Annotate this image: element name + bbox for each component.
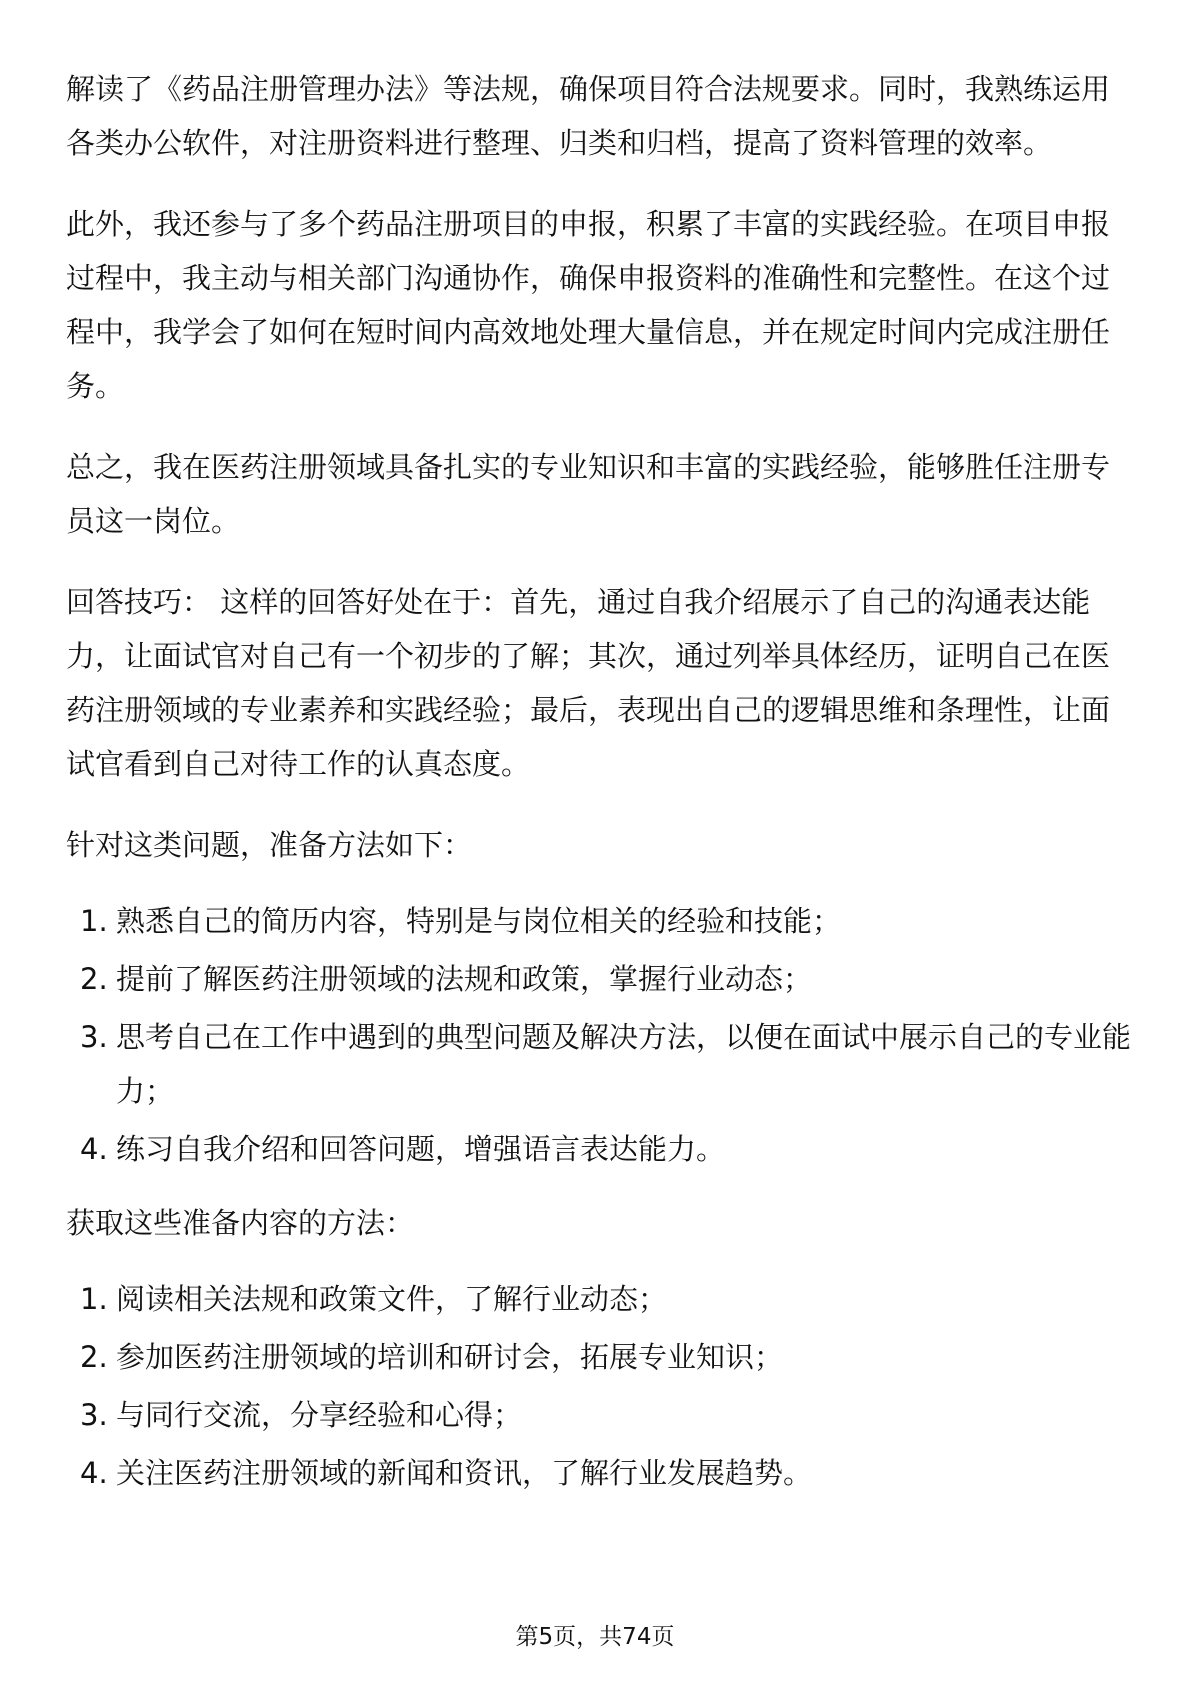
list-number: 3. [80, 1020, 108, 1054]
list-number: 4. [80, 1456, 108, 1490]
list-item [66, 1330, 1136, 1384]
list-number: 2. [80, 962, 108, 996]
prep-list [66, 894, 1136, 1176]
page-number-footer: 第5页，共74页 [515, 1624, 675, 1650]
source-list [66, 1272, 1136, 1500]
list-text: 思考自己在工作中遇到的典型问题及解决方法，以便在面试中展示自己的专业能力； [116, 1020, 1132, 1108]
list-text: 参加医药注册领域的培训和研讨会，拓展专业知识； [116, 1340, 784, 1374]
list-item [66, 1446, 1136, 1500]
list-number: 1. [80, 904, 108, 938]
list-number: 4. [80, 1132, 108, 1166]
document-body [66, 62, 1136, 1520]
list-text: 提前了解医药注册领域的法规和政策，掌握行业动态； [116, 962, 813, 996]
list-item [66, 952, 1136, 1006]
list-number: 1. [80, 1282, 108, 1316]
paragraph-answer-tips: 回答技巧： 这样的回答好处在于：首先，通过自我介绍展示了自己的沟通表达能力，让面试官对自己有一个初步的了解；其次，通过列举具体经历，证明自己在医药注册领域的专业素养和实践经验；最后，表现出自己的逻辑思维和条理性，让面试官看到自己对待工作的认真态度。 [66, 585, 1111, 781]
list-item [66, 894, 1136, 948]
list-text: 熟悉自己的简历内容，特别是与岗位相关的经验和技能； [116, 904, 842, 938]
list-item [66, 1272, 1136, 1326]
list-item [66, 1122, 1136, 1176]
list-text: 关注医药注册领域的新闻和资讯，了解行业发展趋势。 [116, 1456, 813, 1490]
list-item [66, 1010, 1136, 1118]
paragraph-project-experience: 此外，我还参与了多个药品注册项目的申报，积累了丰富的实践经验。在项目申报过程中，我主动与相关部门沟通协作，确保申报资料的准确性和完整性。在这个过程中，我学会了如何在短时间内高效地处理大量信息，并在规定时间内完成注册任务。 [66, 207, 1111, 403]
paragraph-regulations: 解读了《药品注册管理办法》等法规，确保项目符合法规要求。同时，我熟练运用各类办公软件，对注册资料进行整理、归类和归档，提高了资料管理的效率。 [66, 72, 1111, 160]
list-number: 2. [80, 1340, 108, 1374]
list-text: 练习自我介绍和回答问题，增强语言表达能力。 [116, 1132, 726, 1166]
list-item [66, 1388, 1136, 1442]
paragraph-summary: 总之，我在医药注册领域具备扎实的专业知识和丰富的实践经验，能够胜任注册专员这一岗位。 [66, 450, 1111, 538]
list-number: 3. [80, 1398, 108, 1432]
list-text: 与同行交流，分享经验和心得； [116, 1398, 523, 1432]
source-heading: 获取这些准备内容的方法： [66, 1206, 415, 1240]
prep-heading: 针对这类问题，准备方法如下： [66, 828, 473, 862]
list-text: 阅读相关法规和政策文件，了解行业动态； [116, 1282, 668, 1316]
